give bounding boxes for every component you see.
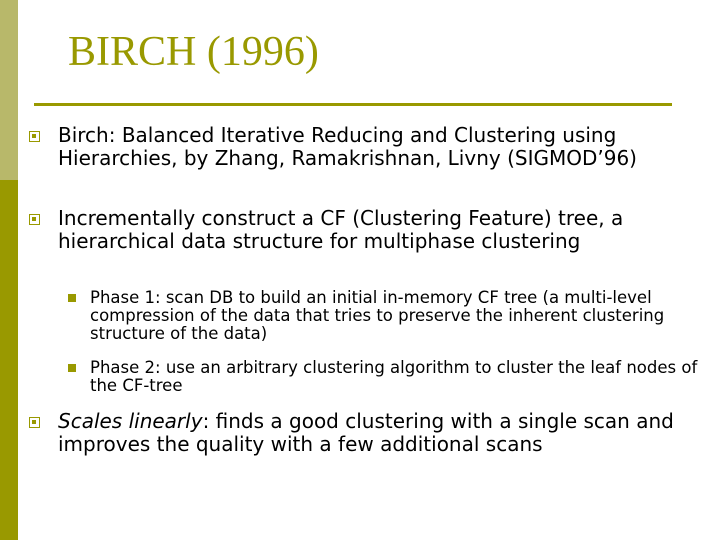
bullet-text: Birch: Balanced Iterative Reducing and Clustering using Hierarchies, by Zhang, Ramakrishnan, Livny (SIGMOD’96) (58, 123, 637, 170)
bullet-text: Incrementally construct a CF (Clustering Feature) tree, a hierarchical data structure for multiphase clustering (58, 206, 624, 253)
title-underline (34, 103, 672, 106)
square-bullet-icon (29, 214, 40, 225)
slide-title: BIRCH (1996) (68, 29, 319, 75)
bullet-scales-linearly (58, 410, 688, 456)
bullet-birch-definition (58, 124, 688, 170)
subbullet-text: Phase 1: scan DB to build an initial in-memory CF tree (a multi-level compression of the data that tries to preserve the inherent clustering structure of the data) (90, 288, 665, 343)
left-accent-bar (0, 0, 18, 540)
bullet-text: : finds a good clustering with a single scan and improves the quality with a few additional scans (58, 409, 674, 456)
bullet-cf-tree (58, 207, 688, 253)
subbullet-phase-2 (90, 359, 700, 395)
square-bullet-icon (29, 131, 40, 142)
filled-square-bullet-icon (68, 294, 76, 302)
square-bullet-icon (29, 417, 40, 428)
filled-square-bullet-icon (68, 364, 76, 372)
left-accent-bar-top (0, 0, 18, 180)
bullet-emphasis: Scales linearly (58, 409, 203, 433)
left-accent-bar-bottom (0, 180, 18, 540)
subbullet-phase-1 (90, 289, 700, 343)
subbullet-text: Phase 2: use an arbitrary clustering algorithm to cluster the leaf nodes of the CF-tree (90, 358, 698, 395)
